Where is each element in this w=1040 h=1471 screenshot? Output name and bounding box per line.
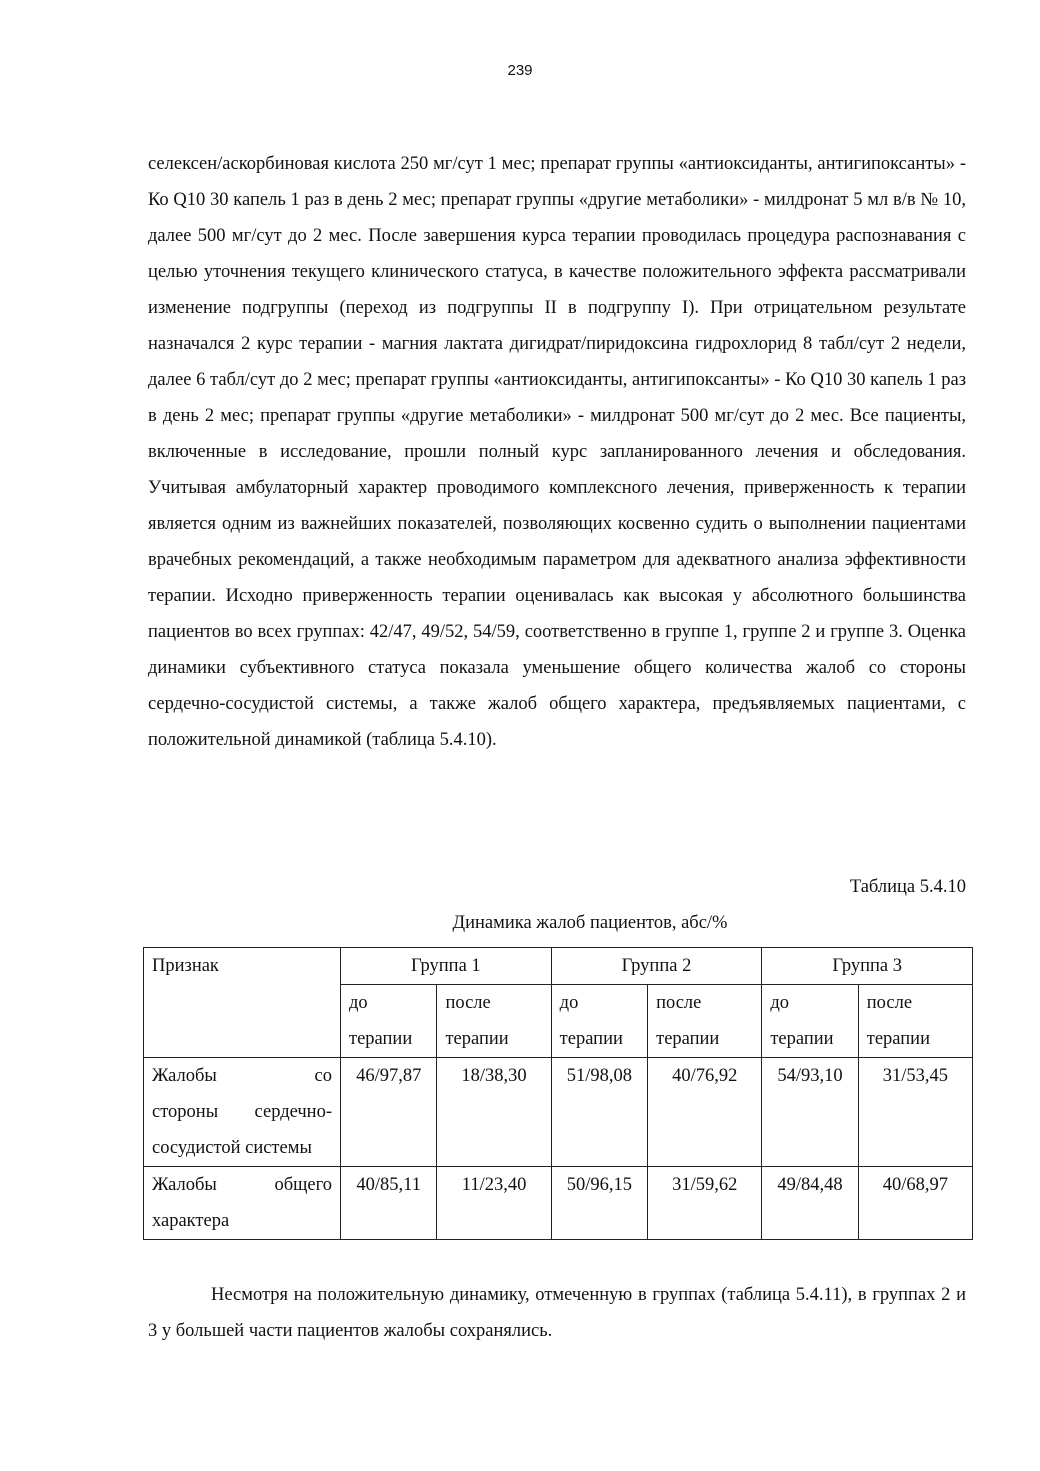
table-cell: 18/38,30 <box>437 1058 551 1167</box>
row-feature-general <box>144 1167 341 1240</box>
group-2-after-header: после терапии <box>648 985 762 1058</box>
group-3-header: Группа 3 <box>762 948 973 985</box>
row-feature-cardiovascular <box>144 1058 341 1167</box>
table-row <box>144 1058 973 1167</box>
table-header-row <box>144 948 973 985</box>
main-paragraph: селексен/аскорбиновая кислота 250 мг/сут 1 мес; препарат группы «антиоксиданты, антигипоксанты» - Ко Q10 30 капель 1 раз в день 2 мес; препарат группы «другие метаболики» - милдронат 5 мл в/в № 10, далее 500 мг/сут до 2 мес. После завершения курса терапии проводилась процедура распознавания с целью уточнения текущего клинического статуса, в качестве положительного эффекта рассматривали изменение подгруппы (переход из подгруппы II в подгруппу I). При отрицательном результате назначался 2 курс терапии - магния лактата дигидрат/пиридоксина гидрохлорид 8 табл/сут 2 недели, далее 6 табл/сут до 2 мес; препарат группы «антиоксиданты, антигипоксанты» - Ко Q10 30 капель 1 раз в день 2 мес; препарат группы «другие метаболики» - милдронат 500 мг/сут до 2 мес. Все пациенты, включенные в исследование, прошли полный курс запланированного лечения и обследования. Учитывая амбулаторный характер проводимого комплексного лечения, приверженность к терапии является одним из важнейших показателей, позволяющих косвенно судить о выполнении пациентами врачебных рекомендаций, а также необходимым параметром для адекватного анализа эффективности терапии. Исходно приверженность терапии оценивалась как высокая у абсолютного большинства пациентов во всех группах: 42/47, 49/52, 54/59, соответственно в группе 1, группе 2 и группе 3. Оценка динамики субъективного статуса показала уменьшение общего количества жалоб со стороны сердечно-сосудистой системы, а также жалоб общего характера, предъявляемых пациентами, с положительной динамикой (таблица 5.4.10). <box>148 154 966 750</box>
group-3-after-header: после терапии <box>858 985 972 1058</box>
table-label: Таблица 5.4.10 <box>849 877 966 897</box>
table-cell: 50/96,15 <box>551 1167 647 1240</box>
table-cell: 54/93,10 <box>762 1058 858 1167</box>
group-3-before-header: до терапии <box>762 985 858 1058</box>
table-row <box>144 1167 973 1240</box>
feature-line-rest: стороны сердечно-сосудистой системы <box>152 1102 332 1158</box>
group-1-header: Группа 1 <box>341 948 552 985</box>
feature-header: Признак <box>144 948 341 1058</box>
feature-line-1: Жалобы общего <box>152 1175 332 1195</box>
table-cell: 31/59,62 <box>648 1167 762 1240</box>
group-2-header: Группа 2 <box>551 948 762 985</box>
table-cell: 40/68,97 <box>858 1167 972 1240</box>
table-cell: 40/76,92 <box>648 1058 762 1167</box>
table-cell: 51/98,08 <box>551 1058 647 1167</box>
table-cell: 46/97,87 <box>341 1058 437 1167</box>
page-number: 239 <box>507 62 533 79</box>
table-cell: 49/84,48 <box>762 1167 858 1240</box>
table-cell: 31/53,45 <box>858 1058 972 1167</box>
main-paragraph-block <box>148 146 966 758</box>
complaints-table <box>143 947 973 1240</box>
table-caption: Динамика жалоб пациентов, абс/% <box>452 913 728 933</box>
feature-line-rest: характера <box>152 1211 230 1231</box>
group-1-before-header: до терапии <box>341 985 437 1058</box>
table-cell: 40/85,11 <box>341 1167 437 1240</box>
group-1-after-header: после терапии <box>437 985 551 1058</box>
feature-line-1: Жалобы со <box>152 1066 332 1086</box>
group-2-before-header: до терапии <box>551 985 647 1058</box>
after-paragraph-block <box>148 1277 966 1349</box>
after-paragraph: Несмотря на положительную динамику, отмеченную в группах (таблица 5.4.11), в группах 2 и 3 у большей части пациентов жалобы сохранялись. <box>148 1285 966 1341</box>
table-cell: 11/23,40 <box>437 1167 551 1240</box>
